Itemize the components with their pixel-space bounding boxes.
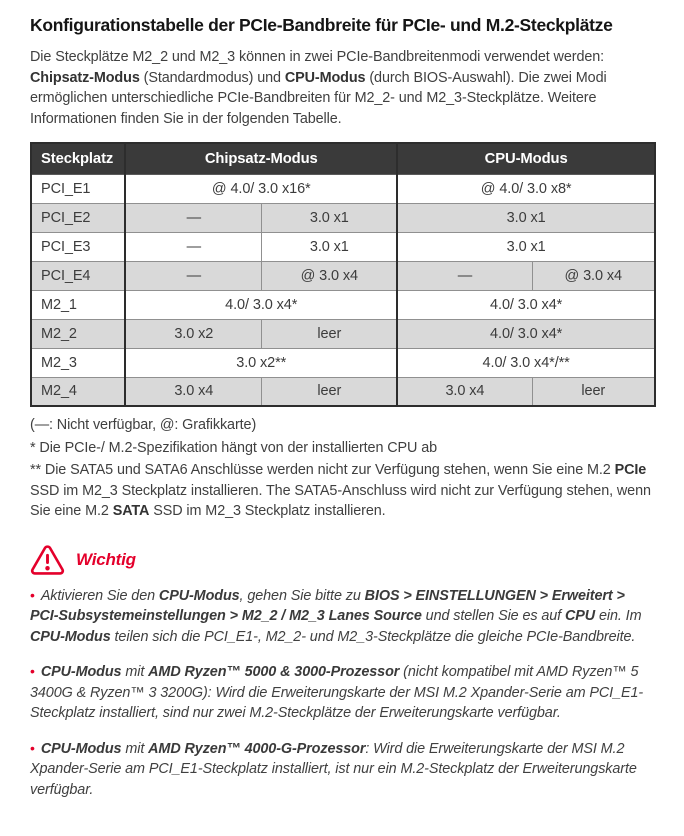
note-double-asterisk: ** Die SATA5 und SATA6 Anschlüsse werden nicht zur Verfügung stehen, wenn Sie eine M.2 PCIe SSD im M2_3 Steckplatz installieren. The SATA5-Anschluss wird nicht zur Verfügung stehen, wenn Sie eine M.2 SATA SSD im M2_3 Steckplatz installieren. xyxy=(30,462,651,519)
table-row xyxy=(31,348,655,377)
bandwidth-cell: — xyxy=(125,203,262,232)
column-header-chipsatz-modus: Chipsatz-Modus xyxy=(125,143,397,174)
column-header-cpu-modus: CPU-Modus xyxy=(397,143,655,174)
table-notes xyxy=(30,415,656,522)
bandwidth-cell: 3.0 x2 xyxy=(125,319,262,348)
bandwidth-cell: @ 3.0 x4 xyxy=(532,261,655,290)
legend-line: (—: Nicht verfügbar, @: Grafikkarte) xyxy=(30,417,257,433)
important-bullet-1 xyxy=(30,585,656,648)
table-row xyxy=(31,319,655,348)
bandwidth-cell: 3.0 x1 xyxy=(262,232,397,261)
bandwidth-cell: — xyxy=(125,232,262,261)
slot-cell: PCI_E1 xyxy=(31,174,125,203)
bandwidth-cell: @ 4.0/ 3.0 x8* xyxy=(397,174,655,203)
bandwidth-cell: leer xyxy=(262,319,397,348)
bandwidth-cell: 4.0/ 3.0 x4* xyxy=(397,290,655,319)
table-body xyxy=(31,174,655,406)
bullet-icon: • xyxy=(30,586,35,603)
page-title: Konfigurationstabelle der PCIe-Bandbreite für PCIe- und M.2-Steckplätze xyxy=(30,15,613,35)
table-row xyxy=(31,203,655,232)
bandwidth-cell: @ 3.0 x4 xyxy=(262,261,397,290)
slot-cell: PCI_E3 xyxy=(31,232,125,261)
important-bullet-3-text: CPU-Modus mit AMD Ryzen™ 4000-G-Prozessor: Wird die Erweiterungskarte der MSI M.2 Xpander-Serie am PCI_E1-Steckplatz installiert, ist nur ein M.2-Steckplatz der Erweiterungskarte verfügbar. xyxy=(30,740,637,798)
bandwidth-cell: 4.0/ 3.0 x4*/** xyxy=(397,348,655,377)
bandwidth-cell: 4.0/ 3.0 x4* xyxy=(397,319,655,348)
bandwidth-cell: 3.0 x1 xyxy=(262,203,397,232)
important-section-header xyxy=(30,545,656,576)
important-bullet-3 xyxy=(30,738,656,801)
table-row xyxy=(31,377,655,406)
table-row xyxy=(31,261,655,290)
bandwidth-cell: @ 4.0/ 3.0 x16* xyxy=(125,174,397,203)
bandwidth-cell: 3.0 x4 xyxy=(397,377,532,406)
bullet-icon: • xyxy=(30,663,35,679)
bandwidth-cell: — xyxy=(125,261,262,290)
table-row xyxy=(31,174,655,203)
slot-cell: M2_1 xyxy=(31,290,125,319)
slot-cell: PCI_E4 xyxy=(31,261,125,290)
important-label: Wichtig xyxy=(76,550,136,569)
slot-cell: M2_2 xyxy=(31,319,125,348)
bandwidth-cell: — xyxy=(397,261,532,290)
column-header-steckplatz: Steckplatz xyxy=(31,143,125,174)
important-bullet-2 xyxy=(30,661,656,724)
bandwidth-cell: leer xyxy=(532,377,655,406)
bandwidth-cell: 3.0 x2** xyxy=(125,348,397,377)
bandwidth-cell: 3.0 x1 xyxy=(397,232,655,261)
slot-cell: M2_4 xyxy=(31,377,125,406)
table-row xyxy=(31,232,655,261)
table-row xyxy=(31,290,655,319)
slot-cell: PCI_E2 xyxy=(31,203,125,232)
important-bullet-1-text: Aktivieren Sie den CPU-Modus, gehen Sie bitte zu BIOS > EINSTELLUNGEN > Erweitert > PCI-Subsystemeinstellungen > M2_2 / M2_3 Lanes Source und stellen Sie es auf CPU ein. Im CPU-Modus teilen sich die PCI_E1-, M2_2- und M2_3-Steckplätze die gleiche PCIe-Bandbreite. xyxy=(30,587,642,645)
bandwidth-cell: 3.0 x4 xyxy=(125,377,262,406)
warning-triangle-icon xyxy=(30,545,65,576)
bandwidth-cell: leer xyxy=(262,377,397,406)
bandwidth-cell: 4.0/ 3.0 x4* xyxy=(125,290,397,319)
bandwidth-table xyxy=(30,142,656,407)
note-asterisk: * Die PCIe-/ M.2-Spezifikation hängt von der installierten CPU ab xyxy=(30,439,438,456)
bullet-icon: • xyxy=(30,739,35,756)
important-bullet-2-text: CPU-Modus mit AMD Ryzen™ 5000 & 3000-Prozessor (nicht kompatibel mit AMD Ryzen™ 5 3400G & Ryzen™ 3 3200G): Wird die Erweiterungskarte der MSI M.2 Xpander-Serie am PCI_E1-Steckplatz installiert, sind nur zwei M.2-Steckplätze der Erweiterungskarte verfügbar. xyxy=(30,664,644,721)
bandwidth-cell: 3.0 x1 xyxy=(397,203,655,232)
table-header-row xyxy=(31,143,655,174)
important-bullets xyxy=(30,585,656,801)
slot-cell: M2_3 xyxy=(31,348,125,377)
intro-paragraph: Die Steckplätze M2_2 und M2_3 können in zwei PCIe-Bandbreitenmodi verwendet werden: Chipsatz-Modus (Standardmodus) und CPU-Modus (durch BIOS-Auswahl). Die zwei Modi ermöglichen unterschiedliche PCIe-Bandbreiten für M2_2- und M2_3-Steckplätze. Weitere Informationen finden Sie in der folgenden Tabelle. xyxy=(30,49,607,127)
